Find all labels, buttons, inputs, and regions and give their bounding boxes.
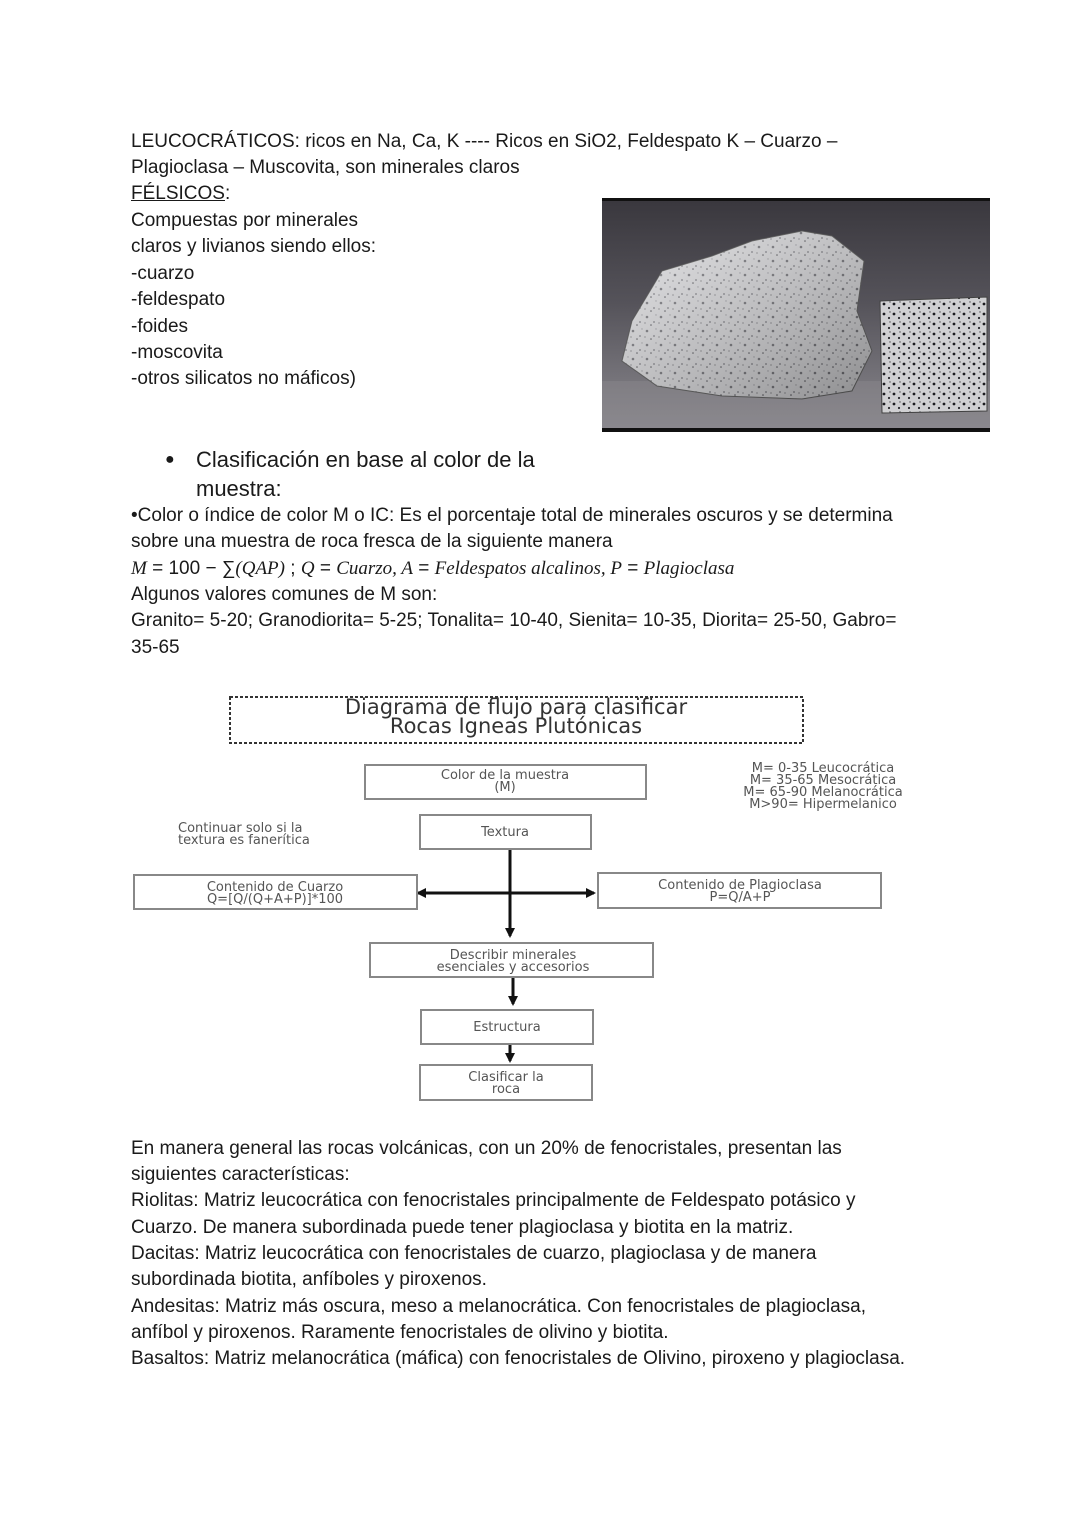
volcanic-paragraph-line: En manera general las rocas volcánicas, con un 20% de fenocristales, presentan las: [131, 1138, 842, 1159]
plagioclasa-line-1: Contenido de Plagioclasa: [658, 878, 822, 893]
cuarzo-line-2: Q=[Q/(Q+A+P)]*100: [206, 892, 344, 907]
m-range-leuco: M= 0-35 Leucocrática: [751, 761, 895, 776]
felsicos-heading: [131, 181, 230, 207]
m-range-hiper: M>90= Hipermelanico: [749, 797, 897, 812]
color-box-line-2: (M): [494, 780, 516, 795]
formula-a-eq: =: [412, 558, 435, 579]
andesitas-line-1: Andesitas: Matriz más oscura, meso a melanocrática. Con fenocristales de plagioclasa,: [131, 1296, 867, 1317]
dacitas-line-2: subordinada biotita, anfíboles y piroxenos.: [131, 1269, 487, 1290]
felsicos-line: claros y livianos siendo ellos:: [131, 236, 377, 257]
color-index-description-line-2: sobre una muestra de roca fresca de la siguiente manera: [131, 531, 613, 552]
common-values-line-2: 35-65: [131, 637, 180, 658]
riolitas-line-2: Cuarzo. De manera subordinada puede tener plagioclasa y biotita en la matriz.: [131, 1217, 794, 1238]
formula-qap: (QAP): [235, 558, 285, 579]
leucocraticos-line-2: Plagioclasa – Muscovita, son minerales claros: [131, 157, 520, 178]
describir-line-1: Describir minerales: [449, 948, 577, 963]
formula-m-var: M: [131, 558, 147, 579]
m-range-melano: M= 65-90 Melanocrática: [743, 785, 903, 800]
flowchart-title-line-1: Diagrama de flujo para clasificar: [344, 695, 688, 719]
color-classification-heading-line-1: Clasificación en base al color de la: [196, 447, 535, 472]
clasificar-line-2: roca: [491, 1082, 521, 1097]
leucocraticos-line-1: LEUCOCRÁTICOS: ricos en Na, Ca, K ---- Ricos en SiO2, Feldespato K – Cuarzo –: [131, 131, 838, 152]
formula-p-eq: =: [621, 558, 644, 579]
formula-sep: ;: [284, 558, 301, 579]
formula-q-var: Q: [300, 558, 315, 579]
formula-p-def: Plagioclasa: [643, 558, 735, 579]
formula-q-def: Cuarzo, A: [336, 558, 413, 579]
classification-flowchart: [130, 690, 960, 1110]
volcanic-paragraph-line: siguientes características:: [131, 1164, 350, 1185]
andesitas-line-2: anfíbol y piroxenos. Raramente fenocristales de olivino y biotita.: [131, 1322, 669, 1343]
common-values-intro: Algunos valores comunes de M son:: [131, 584, 438, 605]
plagioclasa-line-2: P=Q/A+P: [709, 890, 771, 905]
color-index-description-line-1: •Color o índice de color M o IC: Es el porcentaje total de minerales oscuros y se determina: [131, 505, 893, 526]
formula-a-def: Feldespatos alcalinos, P: [434, 558, 622, 579]
felsicos-heading-colon: :: [224, 183, 231, 204]
flowchart-title-line-2: Rocas Igneas Plutónicas: [389, 714, 643, 738]
felsicos-list-item: -cuarzo: [131, 263, 195, 284]
felsicos-list-item: -foides: [131, 316, 189, 337]
common-values-line-1: Granito= 5-20; Granodiorita= 5-25; Tonalita= 10-40, Sienita= 10-35, Diorita= 25-50, Gabro=: [131, 610, 897, 631]
clasificar-line-1: Clasificar la: [468, 1070, 544, 1085]
formula-m-eq: = 100 − ∑: [146, 558, 236, 579]
felsicos-list-item: -moscovita: [131, 342, 223, 363]
felsic-rock-photo: [602, 198, 990, 432]
describir-line-2: esenciales y accesorios: [436, 960, 590, 975]
rock-samples-illustration: [602, 201, 990, 428]
dacitas-line-1: Dacitas: Matriz leucocrática con fenocristales de cuarzo, plagioclasa y de manera: [131, 1243, 817, 1264]
estructura-label: Estructura: [473, 1020, 541, 1035]
faneritic-note-line-1: Continuar solo si la: [178, 821, 303, 836]
color-box-line-1: Color de la muestra: [440, 768, 570, 783]
bullet-icon: ●: [165, 451, 175, 468]
felsicos-list-item: -feldespato: [131, 289, 226, 310]
riolitas-line-1: Riolitas: Matriz leucocrática con fenocristales principalmente de Feldespato potásico y: [131, 1190, 856, 1211]
felsicos-list-item: -otros silicatos no máficos): [131, 368, 356, 389]
felsicos-heading-text: FÉLSICOS: [131, 183, 225, 204]
basaltos-line: Basaltos: Matriz melanocrática (máfica) con fenocristales de Olivino, piroxeno y plagioclasa.: [131, 1348, 906, 1369]
textura-label: Textura: [481, 825, 529, 840]
formula-q-eq: =: [314, 558, 337, 579]
color-index-formula: [131, 556, 734, 582]
cuarzo-line-1: Contenido de Cuarzo: [206, 880, 344, 895]
faneritic-note-line-2: textura es fanerítica: [178, 833, 310, 848]
color-classification-heading-line-2: muestra:: [196, 476, 282, 501]
m-range-meso: M= 35-65 Mesocrática: [749, 773, 897, 788]
felsicos-line: Compuestas por minerales: [131, 210, 359, 231]
